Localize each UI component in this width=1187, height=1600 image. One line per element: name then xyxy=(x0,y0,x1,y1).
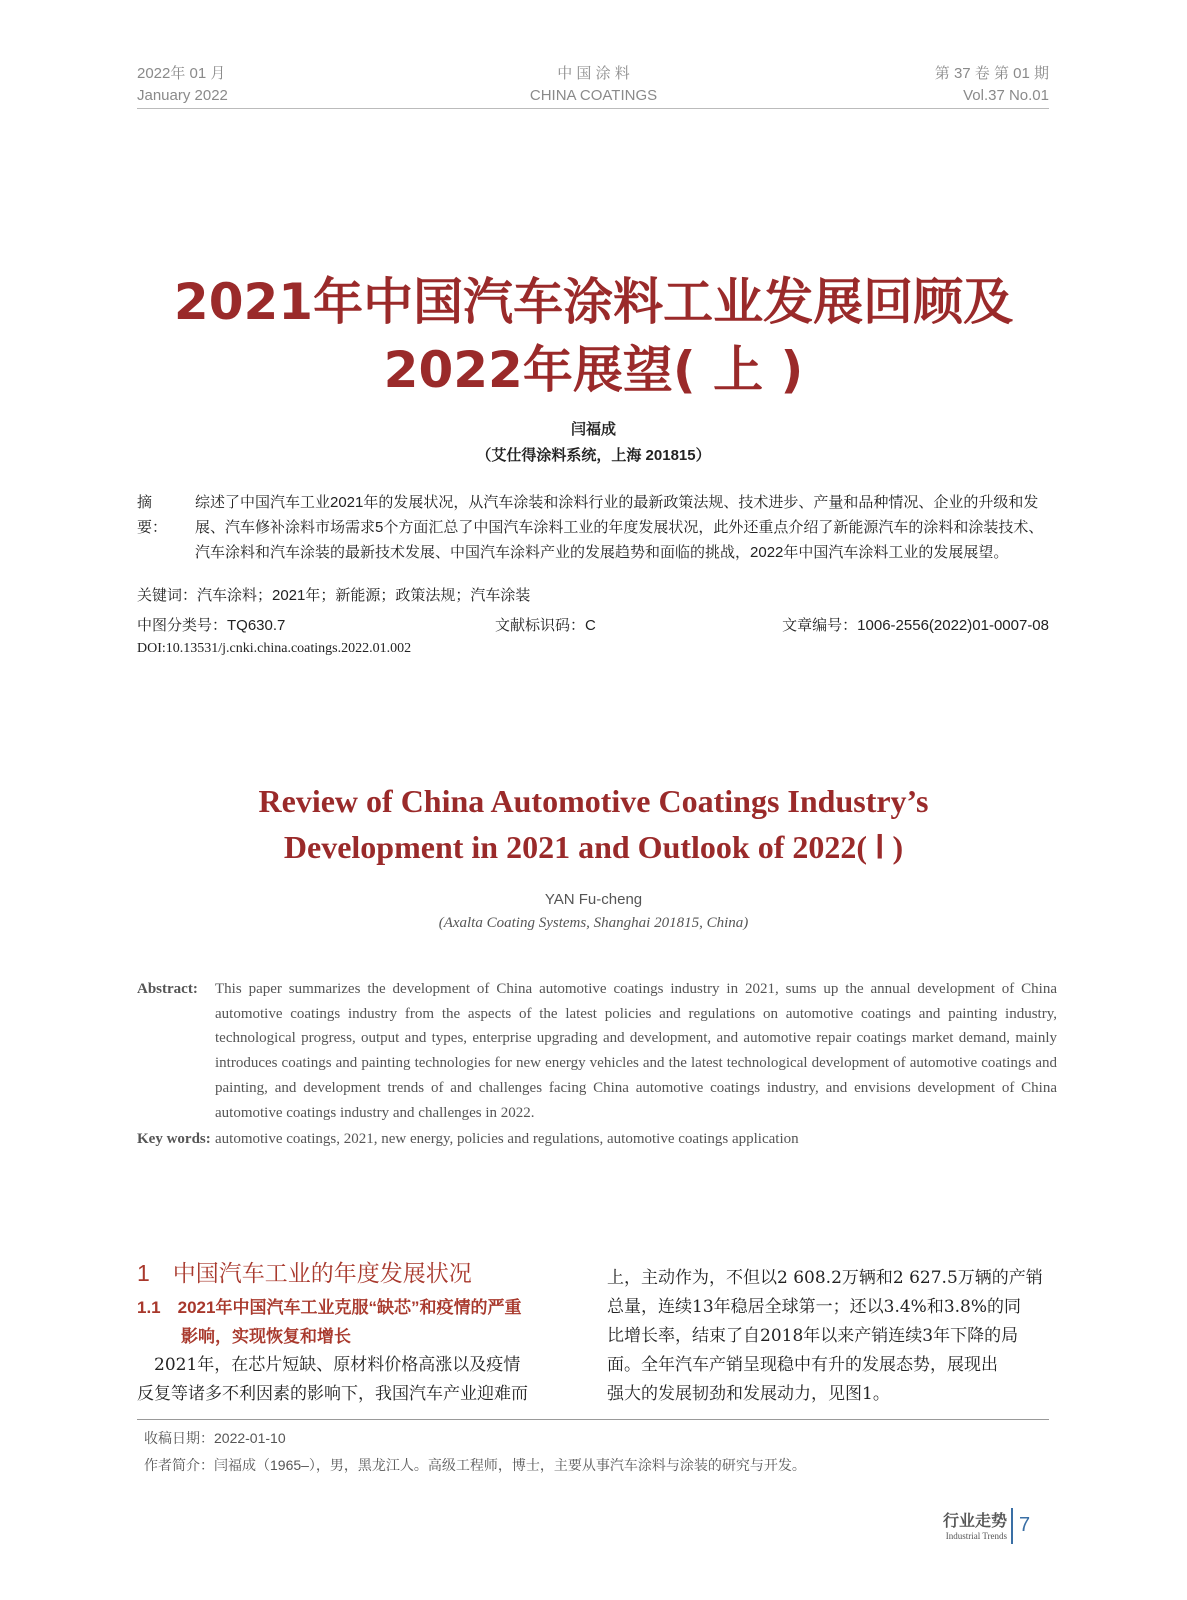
affiliation-en: (Axalta Coating Systems, Shanghai 201815, China) xyxy=(438,915,749,931)
document-code: 文献标识码：C xyxy=(495,617,596,634)
header-journal-cn: 中 国 涂 料 xyxy=(557,65,630,82)
affiliation-cn: （艾仕得涂料系统，上海 201815） xyxy=(476,447,711,464)
body-line: 上，主动作为，不但以2 608.2万辆和2 627.5万辆的产销 xyxy=(607,1268,1043,1288)
header-divider xyxy=(137,108,1049,109)
title-cn-line2: 2022年展望( 上 ) xyxy=(383,341,804,399)
body-right-column xyxy=(607,1264,1043,1409)
abstract-cn-label: 摘 要： xyxy=(137,494,168,536)
header-journal-en: CHINA COATINGS xyxy=(529,87,658,104)
footnote-divider xyxy=(137,1419,1049,1420)
keywords-cn: 关键词：汽车涂料；2021年；新能源；政策法规；汽车涂装 xyxy=(137,587,531,604)
subsection-heading-line1: 1.1 2021年中国汽车工业克服“缺芯”和疫情的严重 xyxy=(137,1298,522,1317)
body-line: 总量，连续13年稳居全球第一；还以3.4%和3.8%的同 xyxy=(607,1297,1022,1317)
footer-divider xyxy=(1011,1508,1013,1544)
title-cn-line1: 2021年中国汽车涂料工业发展回顾及 xyxy=(173,273,1014,331)
section-heading: 1 中国汽车工业的年度发展状况 xyxy=(137,1260,472,1286)
author-cn: 闫福成 xyxy=(570,421,616,438)
body-left-column xyxy=(137,1351,528,1409)
clc-number: 中图分类号：TQ630.7 xyxy=(137,617,286,634)
header-volume xyxy=(935,63,1049,107)
title-en-line1: Review of China Automotive Coatings Industry’s xyxy=(258,783,929,819)
title-en-line2: Development in 2021 and Outlook of 2022( Ⅰ ) xyxy=(283,829,904,865)
author-en: YAN Fu-cheng xyxy=(544,891,643,908)
received-date: 收稿日期：2022-01-10 xyxy=(144,1430,286,1446)
header-vol-cn: 第 37 卷 第 01 期 xyxy=(934,65,1049,82)
keywords-en xyxy=(137,1131,799,1148)
footer-section xyxy=(943,1508,1007,1541)
abstract-cn xyxy=(137,490,1052,565)
keywords-en-text: automotive coatings, 2021, new energy, policies and regulations, automotive coatings application xyxy=(215,1131,799,1147)
body-line: 面。全年汽车产销呈现稳中有升的发展态势，展现出 xyxy=(607,1355,998,1375)
abstract-en-text: This paper summarizes the development of China automotive coatings industry in 2021, sums up the annual development of China automotive coatings industry from the aspects of the latest policies and regulations on automotive coatings and painting industry, technological progress, output and types, enterprise upgrading and development, and automotive repair coatings market demand, mainly introduces coatings and painting technologies for new energy vehicles and the latest technological development of automotive coatings and painting, and development trends of and challenges facing China automotive coatings industry, and envisions development of China automotive coatings industry and challenges in 2022. xyxy=(215,981,1057,1121)
body-line: 反复等诸多不利因素的影响下，我国汽车产业迎难而 xyxy=(137,1384,528,1404)
abstract-cn-text: 综述了中国汽车工业2021年的发展状况，从汽车涂装和涂料行业的最新政策法规、技术进步、产量和品种情况、企业的升级和发展、汽车修补涂料市场需求5个方面汇总了中国汽车涂料工业的年度发展状况，此外还重点介绍了新能源汽车的涂料和涂装技术、汽车涂料和汽车涂装的最新技术发展、中国汽车涂料产业的发展趋势和面临的挑战，2022年中国汽车涂料工业的发展展望。 xyxy=(195,494,1044,561)
header-vol-en: Vol.37 No.01 xyxy=(963,87,1049,104)
abstract-en-label: Abstract: xyxy=(137,981,198,997)
article-number: 文章编号：1006-2556(2022)01-0007-08 xyxy=(782,617,1049,634)
author-bio: 作者简介：闫福成（1965–），男，黑龙江人。高级工程师，博士，主要从事汽车涂料与涂装的研究与开发。 xyxy=(144,1457,806,1473)
header-date-en: January 2022 xyxy=(137,87,228,104)
body-line: 强大的发展韧劲和发展动力，见图1。 xyxy=(607,1384,890,1404)
body-line: 2021年，在芯片短缺、原材料价格高涨以及疫情 xyxy=(137,1355,521,1375)
subsection-heading xyxy=(137,1293,521,1351)
footer-section-cn: 行业走势 xyxy=(942,1513,1007,1530)
title-en xyxy=(0,778,1187,870)
keywords-en-label: Key words: xyxy=(137,1131,211,1147)
footer-section-en: Industrial Trends xyxy=(945,1531,1007,1541)
subsection-heading-line2: 影响，实现恢复和增长 xyxy=(181,1327,351,1346)
abstract-en xyxy=(137,977,1057,1125)
body-line: 比增长率，结束了自2018年以来产销连续3年下降的局 xyxy=(607,1326,1019,1346)
header-date-cn: 2022年 01 月 xyxy=(137,65,226,82)
page-number: 7 xyxy=(1019,1514,1031,1536)
title-cn xyxy=(0,268,1187,404)
doi: DOI:10.13531/j.cnki.china.coatings.2022.01.002 xyxy=(137,641,412,656)
